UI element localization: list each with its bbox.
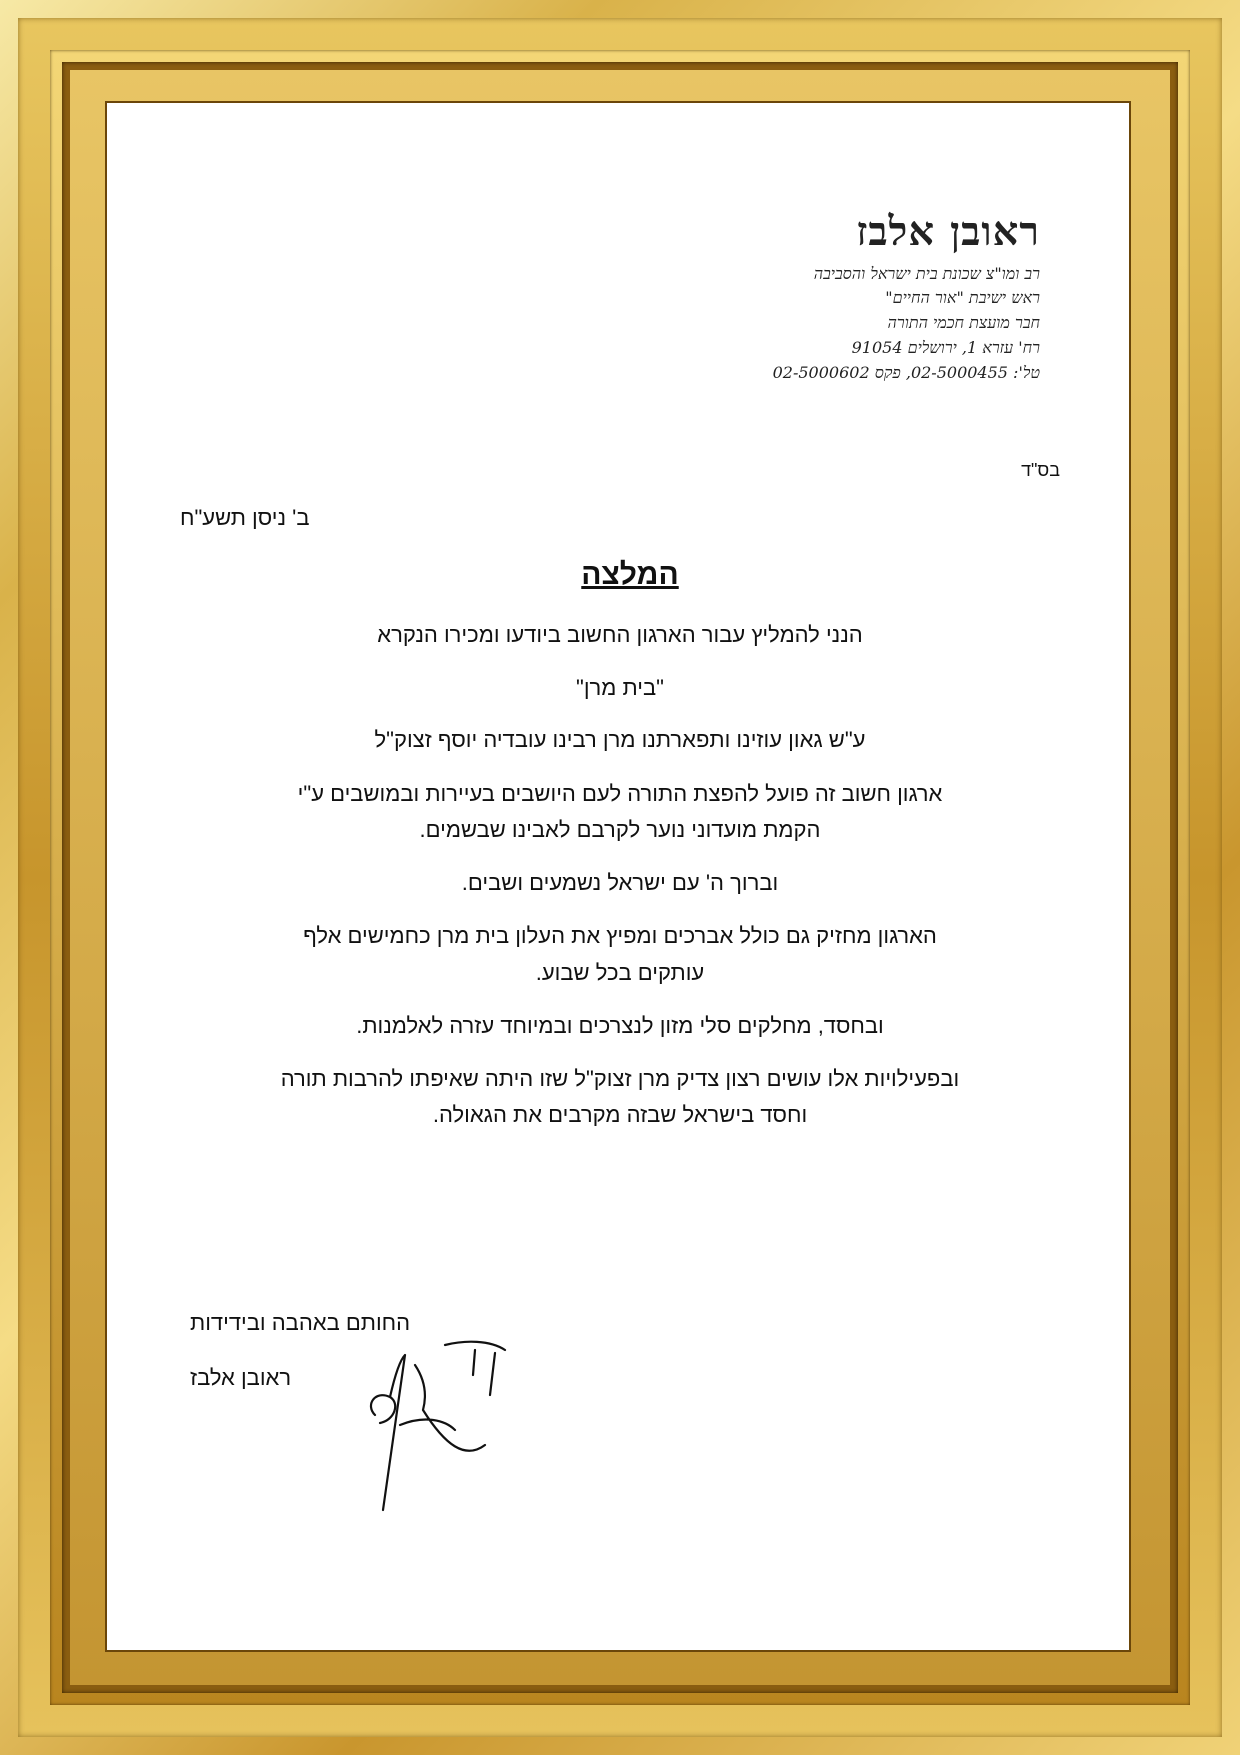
letter-title: המלצה [581, 558, 679, 591]
handwritten-signature [355, 1335, 525, 1515]
paragraph-2: "בית מרן" [576, 675, 664, 700]
paragraph-8-line-1: ובפעילויות אלו עושים רצון צדיק מרן זצוק"ל שזו היתה שאיפתו להרבות תורה [280, 1066, 960, 1091]
paragraph-3: ע"ש גאון עוזינו ותפארתנו מרן רבינו עובדיה יוסף זצוק"ל [374, 727, 866, 752]
letterhead-line-1: רב ומו"צ שכונת בית ישראל והסביבה [813, 264, 1040, 283]
letterhead-line-4: רח' עזרא 1, ירושלים 91054 [851, 338, 1040, 357]
bsd-mark: בס"ד [1021, 460, 1060, 480]
paragraph-4-line-1: ארגון חשוב זה פועל להפצת התורה לעם היושבים בעיירות ובמושבים ע"י [297, 781, 943, 806]
letterhead-line-5: טל': 02-5000455, פקס 02-5000602 [772, 363, 1040, 382]
paragraph-4-line-2: הקמת מועדוני נוער לקרבם לאבינו שבשמים. [419, 817, 821, 842]
letterhead-line-2: ראש ישיבת "אור החיים" [885, 288, 1040, 307]
letterhead-line-3: חבר מועצת חכמי התורה [887, 313, 1040, 332]
paragraph-8-line-2: וחסד בישראל שבזה מקרבים את הגאולה. [432, 1102, 808, 1127]
paragraph-5: וברוך ה' עם ישראל נשמעים ושבים. [461, 870, 779, 895]
closing-line: החותם באהבה ובידידות [190, 1310, 411, 1335]
letterhead-name: ראובן אלבז [856, 208, 1040, 255]
paragraph-7: ובחסד, מחלקים סלי מזון לנצרכים ובמיוחד עזרה לאלמנות. [356, 1013, 884, 1038]
paragraph-1: הנני להמליץ עבור הארגון החשוב ביודעו ומכירו הנקרא [377, 622, 863, 647]
signatory-name: ראובן אלבז [190, 1365, 292, 1390]
paragraph-6-line-2: עותקים בכל שבוע. [535, 960, 705, 985]
paragraph-6-line-1: הארגון מחזיק גם כולל אברכים ומפיץ את העלון בית מרן כחמישים אלף [303, 923, 937, 948]
letter-date: ב' ניסן תשע"ח [180, 505, 310, 530]
